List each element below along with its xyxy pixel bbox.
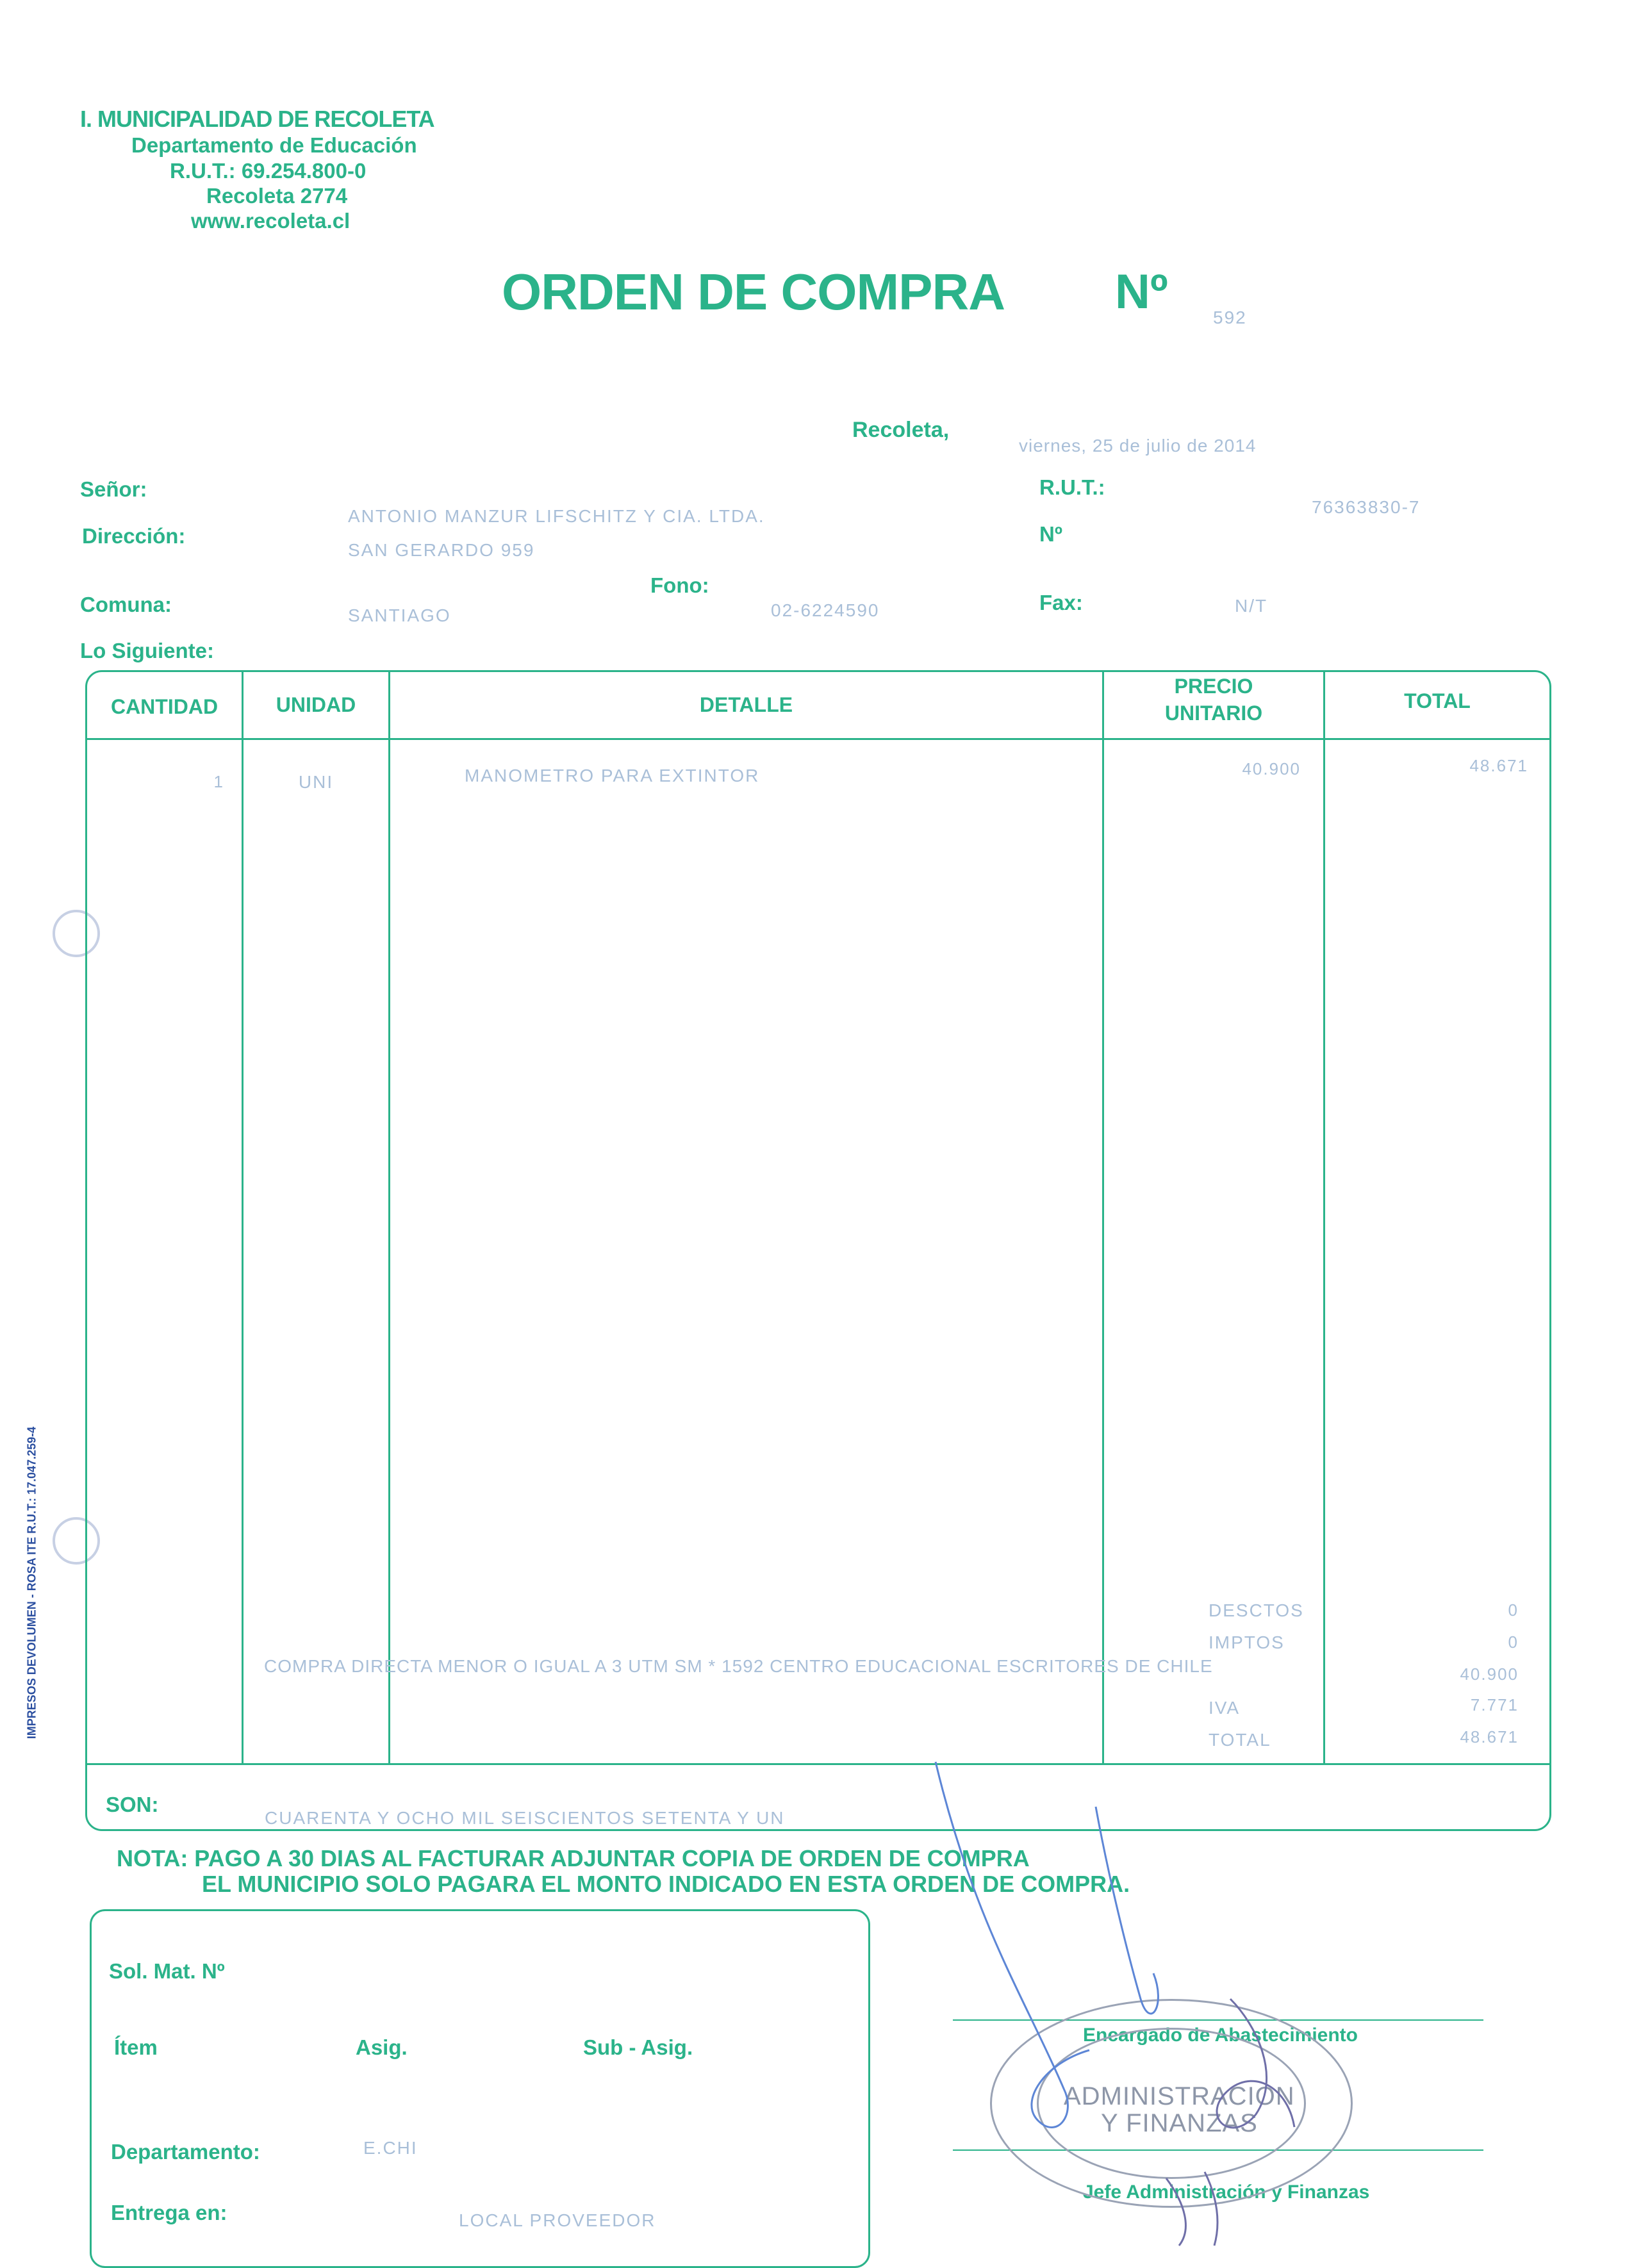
date-place-label: Recoleta, — [852, 418, 950, 442]
document-number-label: Nº — [1115, 265, 1168, 319]
issuer-name: I. MUNICIPALIDAD DE RECOLETA — [80, 106, 434, 132]
header-detalle: DETALLE — [699, 693, 793, 716]
departamento-value: E.CHI — [363, 2138, 418, 2158]
son-label: SON: — [106, 1793, 159, 1816]
subasig-label: Sub - Asig. — [583, 2035, 693, 2059]
row-precio: 40.900 — [1242, 759, 1301, 778]
supplier-address: SAN GERARDO 959 — [348, 540, 535, 560]
header-cantidad: CANTIDAD — [110, 695, 219, 718]
nota-line-1: NOTA: PAGO A 30 DIAS AL FACTURAR ADJUNTAR COPIA DE ORDEN DE COMPRA — [117, 1845, 1030, 1871]
supplier-name: ANTONIO MANZUR LIFSCHITZ Y CIA. LTDA. — [348, 506, 765, 526]
supplier-rut: 76363830-7 — [1312, 497, 1421, 517]
entrega-value: LOCAL PROVEEDOR — [459, 2210, 656, 2230]
purchase-note: COMPRA DIRECTA MENOR O IGUAL A 3 UTM SM * 1592 CENTRO EDUCACIONAL ESCRITORES DE CHILE — [264, 1656, 1213, 1676]
document-number: 592 — [1213, 308, 1247, 327]
row-cantidad: 1 — [213, 772, 224, 791]
issuer-department: Departamento de Educación — [131, 133, 417, 157]
rut-label: R.U.T.: — [1039, 475, 1105, 499]
stamp-text-2: Y FINANZAS — [1101, 2109, 1258, 2137]
header-precio: PRECIO — [1174, 675, 1253, 698]
total-value-iva: 7.771 — [1470, 1695, 1519, 1714]
stamp-text-1: ADMINISTRACION — [1064, 2082, 1295, 2110]
senor-label: Señor: — [80, 477, 147, 501]
col-divider-4 — [1323, 672, 1325, 1764]
direccion-label: Dirección: — [82, 524, 186, 548]
signature-encargado: Encargado de Abastecimiento — [1083, 2025, 1358, 2046]
total-value-total: 48.671 — [1460, 1727, 1519, 1746]
total-label-desctos: DESCTOS — [1209, 1600, 1304, 1620]
total-value-neto: 40.900 — [1460, 1664, 1519, 1684]
supplier-comuna: SANTIAGO — [348, 605, 451, 625]
total-label-total: TOTAL — [1209, 1730, 1271, 1750]
total-value-imptos: 0 — [1508, 1632, 1519, 1652]
lo-siguiente-label: Lo Siguiente: — [80, 639, 214, 662]
item-label: Ítem — [114, 2035, 158, 2059]
row-unidad: UNI — [298, 772, 334, 792]
issuer-web: www.recoleta.cl — [191, 209, 351, 233]
total-label-iva: IVA — [1209, 1698, 1241, 1718]
row-total: 48.671 — [1469, 756, 1528, 775]
col-divider-3 — [1102, 672, 1104, 1764]
col-divider-1 — [242, 672, 243, 1764]
supplier-fax: N/T — [1235, 596, 1268, 616]
comuna-label: Comuna: — [80, 593, 172, 616]
document-title: ORDEN DE COMPRA — [502, 263, 1005, 320]
header-unitario: UNITARIO — [1164, 702, 1263, 725]
departamento-label: Departamento: — [111, 2140, 260, 2164]
header-total: TOTAL — [1404, 689, 1471, 712]
issuer-rut: R.U.T.: 69.254.800-0 — [170, 159, 367, 183]
col-divider-2 — [388, 672, 390, 1764]
fax-label: Fax: — [1039, 591, 1083, 614]
side-printer-text: IMPRESOS DEVOLUMEN - ROSA ITE R.U.T.: 17.047.259-4 — [25, 1426, 38, 1739]
fono-label: Fono: — [650, 573, 709, 597]
issuer-address: Recoleta 2774 — [206, 184, 348, 208]
signature-jefe: Jefe Administración y Finanzas — [1083, 2182, 1370, 2203]
nota-line-2: EL MUNICIPIO SOLO PAGARA EL MONTO INDICADO EN ESTA ORDEN DE COMPRA. — [202, 1871, 1130, 1897]
row-detalle: MANOMETRO PARA EXTINTOR — [465, 766, 760, 785]
handwritten-signature — [897, 1730, 1474, 2249]
asig-label: Asig. — [356, 2035, 408, 2059]
date-value: viernes, 25 de julio de 2014 — [1019, 436, 1257, 456]
number-label: Nº — [1039, 522, 1062, 546]
table-header-divider — [85, 738, 1551, 740]
total-label-imptos: IMPTOS — [1209, 1632, 1285, 1652]
sol-mat-label: Sol. Mat. Nº — [109, 1959, 225, 1983]
header-unidad: UNIDAD — [276, 693, 356, 716]
entrega-label: Entrega en: — [111, 2201, 227, 2224]
total-value-desctos: 0 — [1508, 1600, 1519, 1620]
son-value: CUARENTA Y OCHO MIL SEISCIENTOS SETENTA Y UN — [265, 1808, 785, 1828]
supplier-fono: 02-6224590 — [771, 600, 880, 620]
